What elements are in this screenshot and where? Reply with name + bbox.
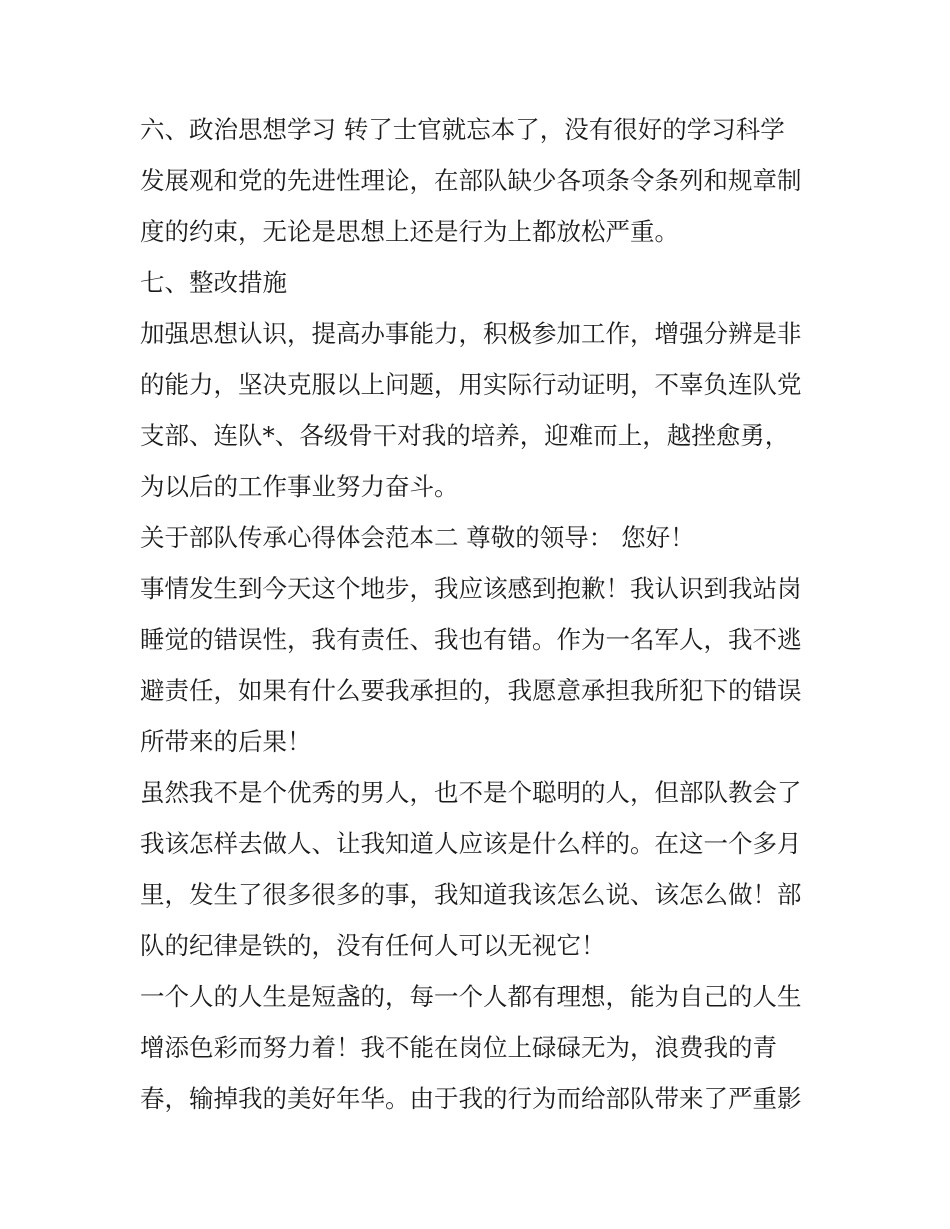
text-line: 避责任，如果有什么要我承担的，我愿意承担我所犯下的错误 xyxy=(140,676,802,705)
text-line: 虽然我不是个优秀的男人，也不是个聪明的人，但部队教会了 xyxy=(140,778,802,807)
text-line: 发展观和党的先进性理论，在部队缺少各项条令条列和规章制 xyxy=(140,166,802,195)
text-line: 事情发生到今天这个地步，我应该感到抱歉！我认识到我站岗 xyxy=(140,574,802,603)
text-line: 为以后的工作事业努力奋斗。 xyxy=(140,472,459,501)
text-line: 睡觉的错误性，我有责任、我也有错。作为一名军人，我不逃 xyxy=(140,625,802,654)
section-heading: 关于部队传承心得体会范本二 尊敬的领导： 您好！ xyxy=(140,523,695,552)
text-line: 里，发生了很多很多的事，我知道我该怎么说、该怎么做！部 xyxy=(140,880,802,909)
text-line: 队的纪律是铁的，没有任何人可以无视它！ xyxy=(140,931,606,960)
section-heading: 七、整改措施 xyxy=(140,268,287,297)
text-line: 春，输掉我的美好年华。由于我的行为而给部队带来了严重影 xyxy=(140,1084,802,1113)
document-body xyxy=(140,104,820,1124)
text-line: 我该怎样去做人、让我知道人应该是什么样的。在这一个多月 xyxy=(140,829,802,858)
text-line: 增添色彩而努力着！我不能在岗位上碌碌无为，浪费我的青 xyxy=(140,1033,777,1062)
text-line: 加强思想认识，提高办事能力，积极参加工作，增强分辨是非 xyxy=(140,319,802,348)
text-line: 的能力，坚决克服以上问题，用实际行动证明，不辜负连队党 xyxy=(140,370,802,399)
text-line: 支部、连队*、各级骨干对我的培养，迎难而上，越挫愈勇， xyxy=(140,421,790,450)
text-line: 一个人的人生是短盏的，每一个人都有理想，能为自己的人生 xyxy=(140,982,802,1011)
text-line: 六、政治思想学习 转了士官就忘本了，没有很好的学习科学 xyxy=(140,115,785,144)
text-line: 所带来的后果！ xyxy=(140,727,312,756)
text-line: 度的约束，无论是思想上还是行为上都放松严重。 xyxy=(140,217,679,246)
